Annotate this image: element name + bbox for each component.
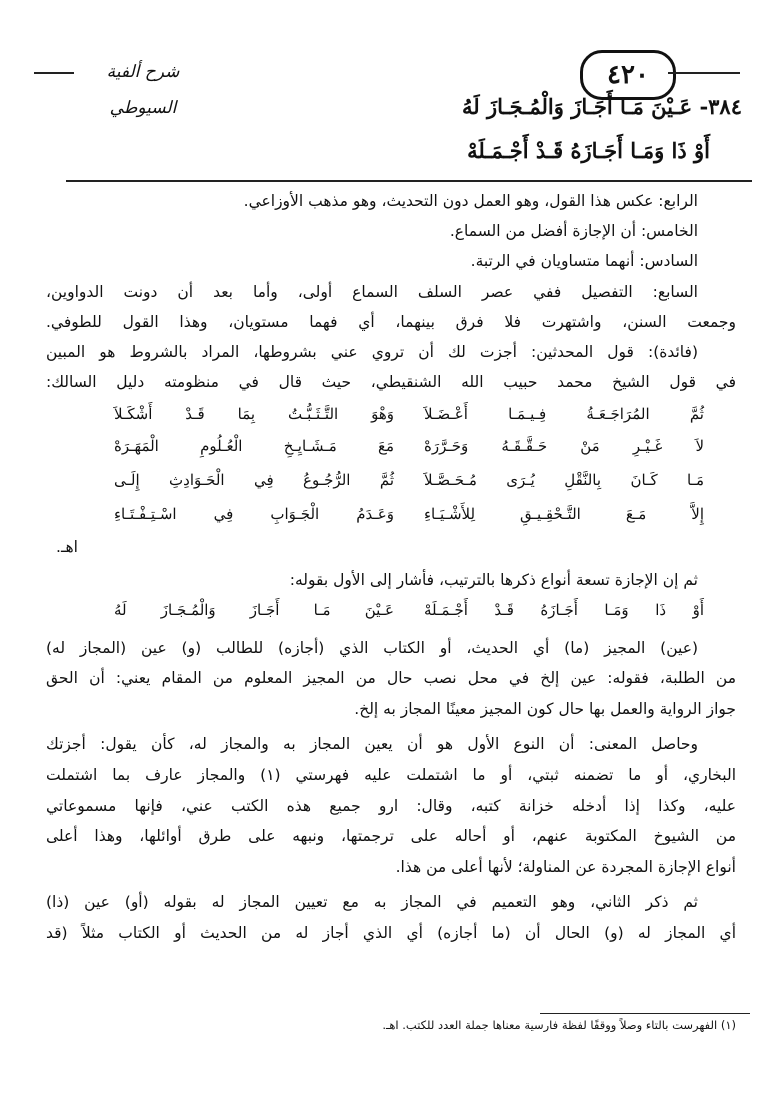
meaning-5: أنواع الإجازة المجردة عن المناولة؛ لأنها أعلى من هذا. [395, 858, 736, 876]
poem-hemistich-4a: وَعَـدَمُ الْجَـوَابِ فِي اسْـتِـفْـتَـاءِ [114, 505, 394, 523]
footnote-divider [540, 1013, 750, 1014]
header-rule-right [668, 72, 740, 74]
verse-quote-b: أَوْ ذَا وَمَـا أَجَـازَهُ قَـدْ أَجْـمَـلَهْ [424, 601, 704, 619]
meaning-3: عليه، وكذا إذا أدخله خزانة كتبه، وقال: ارو جميع هذه الكتب عني، فإنها مسموعاتي [46, 797, 736, 815]
poem-hemistich-2a: مَعَ مَـشَـايِـخِ الْعُـلُومِ الْمَهَـرَهْ [114, 437, 394, 455]
benefit-line-2: في قول الشيخ محمد حبيب الله الشنقيطي، حيث قال في منظومته دليل السالك: [46, 373, 736, 391]
meaning-2: البخاري، أو ما تضمنه ثبتي، أو ما اشتملت عليه فهرستي (١) والمجاز عارف بما اشتملت [46, 766, 736, 784]
commentary-1: (عين) المجيز (ما) أي الحديث، أو الكتاب الذي (أجازه) للطالب (و) عين (المجاز له) [46, 639, 698, 657]
running-title: شرح ألفية السيوطي [106, 62, 180, 118]
benefit-line-1: (فائدة): قول المحدثين: أجزت لك أن تروي عني بشروطها، المراد بالشروط هو المبين [46, 343, 698, 361]
meaning-4: من الشيوخ المكتوبة عنهم، أو أحاله على ترجمتها، ونبهه على طرق أوائلها، وهذا أعلى [46, 827, 736, 845]
types-intro: ثم إن الإجازة تسعة أنواع ذكرها بالترتيب، فأشار إلى الأول بقوله: [289, 571, 698, 589]
poem-hemistich-4b: إِلاَّ مَـعَ التَّـحْقِـيـقِ لِلأَشْـيَـاءِ [424, 505, 704, 523]
commentary-3: جواز الرواية والعمل بها حال كون المجيز معينًا المجاز به إلخ. [354, 700, 736, 718]
second-type-1: ثم ذكر الثاني، وهو التعميم في المجاز به مع تعيين المجاز له بقوله (أو) عين (ذا) [46, 893, 698, 911]
header-rule-left [34, 72, 74, 74]
para-seventh-1: السابع: التفصيل ففي عصر السلف السماع أولى، وأما بعد أن دونت الدواوين، [46, 283, 698, 301]
meaning-1: وحاصل المعنى: أن النوع الأول هو أن يعين المجاز به والمجاز له، كأن يقول: أجزتك [46, 735, 698, 753]
poem-hemistich-1b: ثُمَّ المُرَاجَـعَـةُ فِـيـمَـا أَعْـضَـلاَ [424, 405, 704, 423]
poem-end-mark: .اهـ [56, 538, 78, 556]
para-sixth: السادس: أنهما متساويان في الرتبة. [470, 252, 698, 270]
poem-hemistich-3a: ثُمَّ الرُّجُـوعُ فِي الْحَـوَادِثِ إِلَـى [114, 471, 394, 489]
para-fifth: الخامس: أن الإجازة أفضل من السماع. [449, 222, 698, 240]
page-number: ٤٢٠ [580, 50, 676, 100]
verse-heading-line-1: ٣٨٤- عَـيْنَ مَـا أَجَـازَ وَالْمُـجَـازَ لَهُ [462, 94, 742, 119]
verse-quote-a: عَـيْنَ مَـا أَجَـازَ وَالْمُـجَـازَ لَهُ [114, 601, 394, 619]
para-seventh-2: وجمعت السنن، واشتهرت فلا فرق بينهما، أي فهما مستويان، وهذا القول للطوفي. [46, 313, 736, 331]
poem-hemistich-2b: لاَ غَـيْـرِ مَنْ حَـقَّـقَـهُ وَحَـرَّرَهْ [424, 437, 704, 455]
footnote: (١) الفهرست بالتاء وصلاً ووقفًا لفظة فارسية معناها جملة العدد للكتب. اهـ. [382, 1018, 736, 1032]
para-fourth: الرابع: عكس هذا القول، وهو العمل دون التحديث، وهو مذهب الأوزاعي. [243, 192, 698, 210]
poem-hemistich-3b: مَـا كَـانَ بِالنَّقْلِ يُـرَى مُـحَـصَّـلاَ [424, 471, 704, 489]
heading-divider [66, 180, 752, 182]
poem-hemistich-1a: وَهْوَ التَّـثَـبُّـتُ بِمَا قَـدْ أَشْكَـلاَ [114, 405, 394, 423]
second-type-2: أي المجاز له (و) الحال أن (ما أجازه) أي الذي أجاز له من الحديث أو الكتاب مثلاً (قد [46, 924, 736, 942]
verse-heading-line-2: أَوْ ذَا وَمَـا أَجَـازَهُ قَـدْ أَجْـمَـلَهْ [467, 138, 710, 163]
commentary-2: من الطلبة، فقوله: عين إلخ في محل نصب حال من المجيز المعلوم من المقام يعني: أن الحق [46, 669, 736, 687]
